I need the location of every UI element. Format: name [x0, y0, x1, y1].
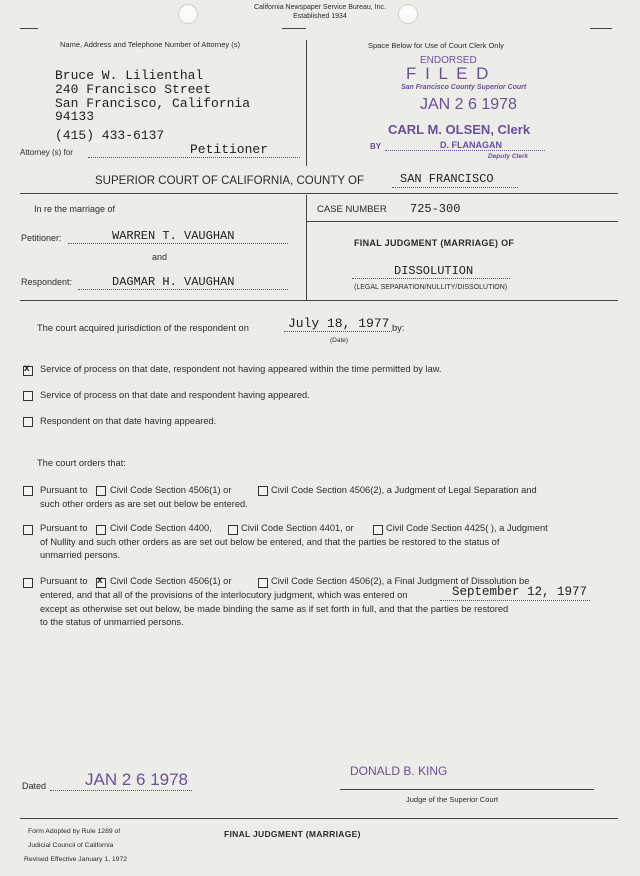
attorney-block-label: Name, Address and Telephone Number of Attorney (s) [60, 40, 240, 49]
interlocutory-date: September 12, 1977 [452, 585, 588, 599]
jurisdiction-date-label: (Date) [330, 337, 349, 344]
respondent-line [78, 289, 288, 290]
petitioner-label: Petitioner: [21, 233, 62, 243]
form-note-3: Revised Effective January 1, 1972 [24, 856, 128, 863]
county-line [392, 187, 518, 188]
court-title: SUPERIOR COURT OF CALIFORNIA, COUNTY OF [95, 175, 365, 187]
publisher-name: California Newspaper Service Bureau, Inc. [254, 4, 386, 11]
court-title-rule [20, 193, 618, 194]
judgment-type-line [352, 278, 510, 279]
stamp-endorsed: ENDORSED [420, 55, 477, 66]
dissolution-line-4: to the status of unmarried persons. [40, 617, 184, 627]
stamp-deputy-title: Deputy Clerk [488, 153, 529, 160]
judgment-type: DISSOLUTION [394, 264, 474, 278]
attorney-zip: 94133 [55, 109, 95, 124]
footer-rule [20, 818, 618, 819]
separation-pursuant: Pursuant to [40, 485, 88, 495]
deputy-line [385, 150, 545, 151]
dated-line [50, 790, 192, 791]
attorney-for-label: Attorney (s) for [20, 148, 73, 157]
service-option-1: Service of process on that date, respondent not having appeared within the time permitted by law. [40, 364, 442, 374]
dissolution-4506-2-text: Civil Code Section 4506(2), a Final Judgment of Dissolution be [271, 576, 530, 586]
service-option-2: Service of process on that date and respondent having appeared. [40, 390, 310, 400]
attorney-name: Bruce W. Lilienthal [55, 68, 204, 83]
separation-4506-2-checkbox[interactable] [258, 486, 268, 496]
separation-4506-1-text: Civil Code Section 4506(1) or [110, 485, 232, 495]
service-checkbox-1[interactable] [23, 366, 33, 376]
service-checkbox-2[interactable] [23, 391, 33, 401]
box-divider [306, 40, 307, 166]
dissolution-checkbox[interactable] [23, 578, 33, 588]
judge-name: DONALD B. KING [350, 764, 448, 778]
footer-title: FINAL JUDGMENT (MARRIAGE) [224, 829, 361, 839]
nullity-pursuant: Pursuant to [40, 523, 88, 533]
stamp-by-label: BY [370, 142, 382, 151]
nullity-line-3: unmarried persons. [40, 550, 121, 560]
respondent-name: DAGMAR H. VAUGHAN [112, 275, 235, 289]
nullity-4425-text: Civil Code Section 4425( ), a Judgment [386, 523, 548, 533]
separation-checkbox[interactable] [23, 486, 33, 496]
judge-signature-line [340, 789, 594, 790]
form-note-2: Judicial Council of California [28, 842, 114, 849]
nullity-4425-checkbox[interactable] [373, 525, 383, 535]
box-top-rule-mid [282, 28, 306, 29]
jurisdiction-text: The court acquired jurisdiction of the respondent on [37, 323, 249, 333]
in-re-label: In re the marriage of [34, 204, 116, 214]
case-number-rule [307, 221, 618, 222]
case-number: 725-300 [410, 202, 461, 216]
jurisdiction-date: July 18, 1977 [288, 316, 390, 331]
box-top-rule-right [590, 28, 612, 29]
clerk-block-label: Space Below for Use of Court Clerk Only [368, 41, 504, 50]
attorney-address-1: 240 Francisco Street [55, 82, 212, 97]
dissolution-4506-1-text: Civil Code Section 4506(1) or [110, 576, 232, 586]
separation-line-2: such other orders as are set out below be entered. [40, 499, 248, 509]
nullity-4401-checkbox[interactable] [228, 525, 238, 535]
nullity-4401-text: Civil Code Section 4401, or [241, 523, 354, 533]
nullity-checkbox[interactable] [23, 525, 33, 535]
box-top-rule-left [20, 28, 38, 29]
attorney-for-value: Petitioner [190, 142, 269, 157]
nullity-4400-text: Civil Code Section 4400, [110, 523, 212, 533]
petitioner-name: WARREN T. VAUGHAN [112, 229, 235, 243]
petitioner-line [68, 243, 288, 244]
orders-intro: The court orders that: [37, 458, 126, 468]
attorney-phone: (415) 433-6137 [55, 128, 165, 143]
jurisdiction-by: by: [392, 323, 405, 333]
separation-4506-1-checkbox[interactable] [96, 486, 106, 496]
dated-label: Dated [22, 781, 47, 791]
caption-divider [306, 195, 307, 300]
attorney-for-line [88, 157, 300, 158]
judge-label: Judge of the Superior Court [406, 795, 499, 804]
stamp-court-line: San Francisco County Superior Court [401, 84, 527, 91]
stamp-deputy-name: D. FLANAGAN [440, 140, 502, 150]
nullity-4400-checkbox[interactable] [96, 525, 106, 535]
form-note-1: Form Adopted by Rule 1289 of [28, 828, 121, 835]
nullity-line-2: of Nullity and such other orders as are set out below be entered, and that the parties be restored to the status of [40, 537, 500, 547]
respondent-label: Respondent: [21, 277, 73, 287]
service-checkbox-3[interactable] [23, 417, 33, 427]
stamp-filed: F I L E D [406, 64, 491, 83]
jurisdiction-line [284, 331, 392, 332]
service-option-3: Respondent on that date having appeared. [40, 416, 217, 426]
attorney-address-2: San Francisco, California [55, 96, 251, 111]
dissolution-4506-1-checkbox[interactable] [96, 578, 106, 588]
judgment-options: (LEGAL SEPARATION/NULLITY/DISSOLUTION) [354, 284, 508, 291]
caption-bottom-rule [20, 300, 618, 301]
dated-stamp: JAN 2 6 1978 [85, 770, 189, 789]
judgment-title: FINAL JUDGMENT (MARRIAGE) OF [354, 238, 515, 248]
and-label: and [152, 252, 168, 262]
court-county: SAN FRANCISCO [400, 172, 494, 186]
dissolution-line-2: entered, and that all of the provisions of the interlocutory judgment, which was entered on [40, 590, 408, 600]
dissolution-4506-2-checkbox[interactable] [258, 578, 268, 588]
dissolution-pursuant: Pursuant to [40, 576, 88, 586]
stamp-filed-date: JAN 2 6 1978 [420, 96, 517, 113]
case-number-label: CASE NUMBER [317, 204, 387, 215]
publisher-established: Established 1934 [293, 13, 347, 20]
dissolution-line-3: except as otherwise set out below, be made binding the same as if set forth in full, and that the parties be restored [40, 604, 509, 614]
stamp-clerk-name: CARL M. OLSEN, Clerk [388, 122, 531, 137]
separation-4506-2-text: Civil Code Section 4506(2), a Judgment of Legal Separation and [271, 485, 537, 495]
interlocutory-line [440, 600, 590, 601]
